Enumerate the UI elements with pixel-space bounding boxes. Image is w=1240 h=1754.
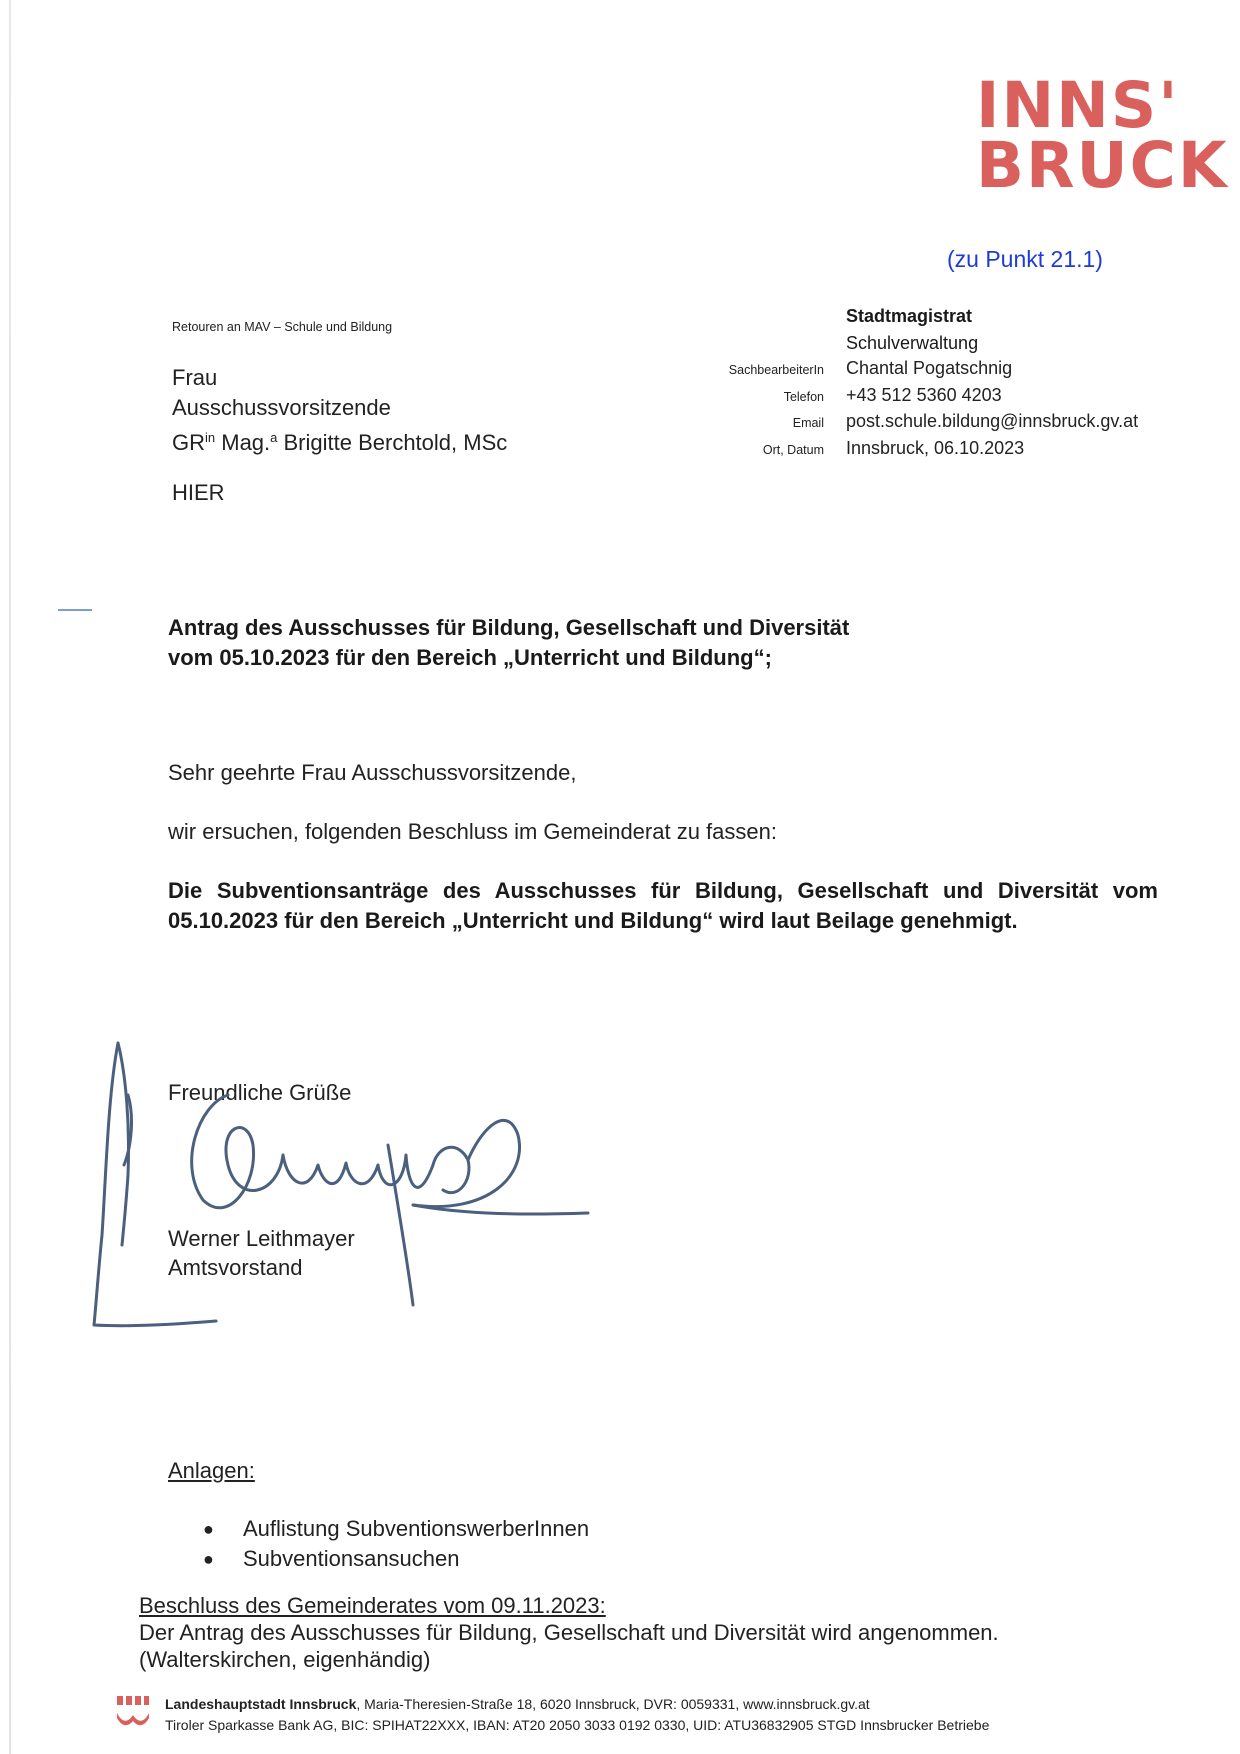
attachments-title: Anlagen: [168, 1458, 255, 1483]
recipient-title-mag: Mag. [215, 430, 271, 455]
footer-line-2: Tiroler Sparkasse Bank AG, BIC: SPIHAT22XXX, IBAN: AT20 2050 3033 0192 0330, UID: ATU36832905 STGD Innsbrucker Betriebe [165, 1717, 990, 1733]
bullet-icon: ● [203, 1549, 214, 1569]
return-address: Retouren an MAV – Schule und Bildung [172, 320, 393, 334]
attachments-list [203, 1514, 589, 1574]
sender-row-date [700, 438, 1180, 465]
footer-line-1 [165, 1694, 989, 1715]
subject-line-1: Antrag des Ausschusses für Bildung, Gesellschaft und Diversität [168, 615, 850, 640]
decision-title: Beschluss des Gemeinderates vom 09.11.2023: [139, 1593, 606, 1618]
city-crest-icon [116, 1693, 150, 1727]
decision-text: Der Antrag des Ausschusses für Bildung, Gesellschaft und Diversität wird angenommen. [139, 1620, 999, 1645]
letter-subject [168, 613, 849, 673]
recipient-name [172, 423, 507, 458]
footer-city: Landeshauptstadt Innsbruck [165, 1696, 357, 1712]
sender-label: Email [792, 416, 824, 430]
council-decision [139, 1592, 999, 1673]
agenda-reference: (zu Punkt 21.1) [947, 246, 1103, 272]
sender-title: Stadtmagistrat [846, 306, 973, 326]
handwritten-signature [88, 1035, 628, 1345]
innsbruck-logo [976, 69, 1229, 202]
logo-line-2: BRUCK [976, 129, 1229, 202]
attachment-label: Subventionsansuchen [243, 1546, 460, 1571]
recipient-title-gr: GR [172, 430, 205, 455]
decision-note: (Walterskirchen, eigenhändig) [139, 1647, 431, 1672]
signer-role: Amtsvorstand [168, 1255, 303, 1280]
sender-row-phone [700, 385, 1180, 412]
sender-value: +43 512 5360 4203 [846, 384, 1002, 405]
sender-label: Ort, Datum [762, 442, 824, 457]
list-item [203, 1544, 589, 1574]
recipient-address [172, 363, 507, 458]
sender-details [700, 358, 1180, 464]
recipient-role: Ausschussvorsitzende [172, 395, 391, 420]
sender-value: Chantal Pogatschnig [846, 358, 1013, 378]
sender-row-clerk [700, 358, 1180, 385]
sender-value: post.schule.bildung@innsbruck.gv.at [846, 411, 1139, 431]
request-text: wir ersuchen, folgenden Beschluss im Gemeinderat zu fassen: [168, 819, 777, 844]
resolution-text: Die Subventionsanträge des Ausschusses für Bildung, Gesellschaft und Diversität vom 05.10.2023 für den Bereich „Unterricht und Bildung“ wird laut Beilage genehmigt. [168, 878, 1158, 933]
footer-address: , Maria-Theresien-Straße 18, 6020 Innsbruck, DVR: 0059331, www.innsbruck.gv.at [356, 1696, 870, 1712]
salutation: Sehr geehrte Frau Ausschussvorsitzende, [168, 760, 577, 785]
list-item [203, 1514, 589, 1544]
recipient-sup-in: in [205, 430, 216, 445]
sender-value: Innsbruck, 06.10.2023 [846, 437, 1025, 458]
recipient-salutation: Frau [172, 365, 218, 390]
sender-department: Schulverwaltung [846, 333, 979, 353]
recipient-hier: HIER [172, 480, 225, 505]
sender-label: SachbearbeiterIn [728, 363, 824, 377]
sender-row-email [700, 411, 1180, 438]
signer-name: Werner Leithmayer [168, 1226, 355, 1251]
sender-label: Telefon [783, 389, 824, 404]
letter-footer [165, 1694, 989, 1736]
fold-mark [58, 609, 92, 611]
subject-line-2: vom 05.10.2023 für den Bereich „Unterricht und Bildung“; [168, 645, 772, 670]
scan-edge [9, 0, 11, 1754]
recipient-sup-a: a [270, 430, 278, 445]
attachment-label: Auflistung SubventionswerberInnen [243, 1516, 590, 1541]
recipient-fullname: Brigitte Berchtold, MSc [277, 430, 508, 455]
closing-greeting: Freundliche Grüße [168, 1080, 352, 1105]
bullet-icon: ● [203, 1519, 214, 1539]
signer-block [168, 1224, 355, 1282]
logo-line-1: INNS' [976, 69, 1180, 142]
